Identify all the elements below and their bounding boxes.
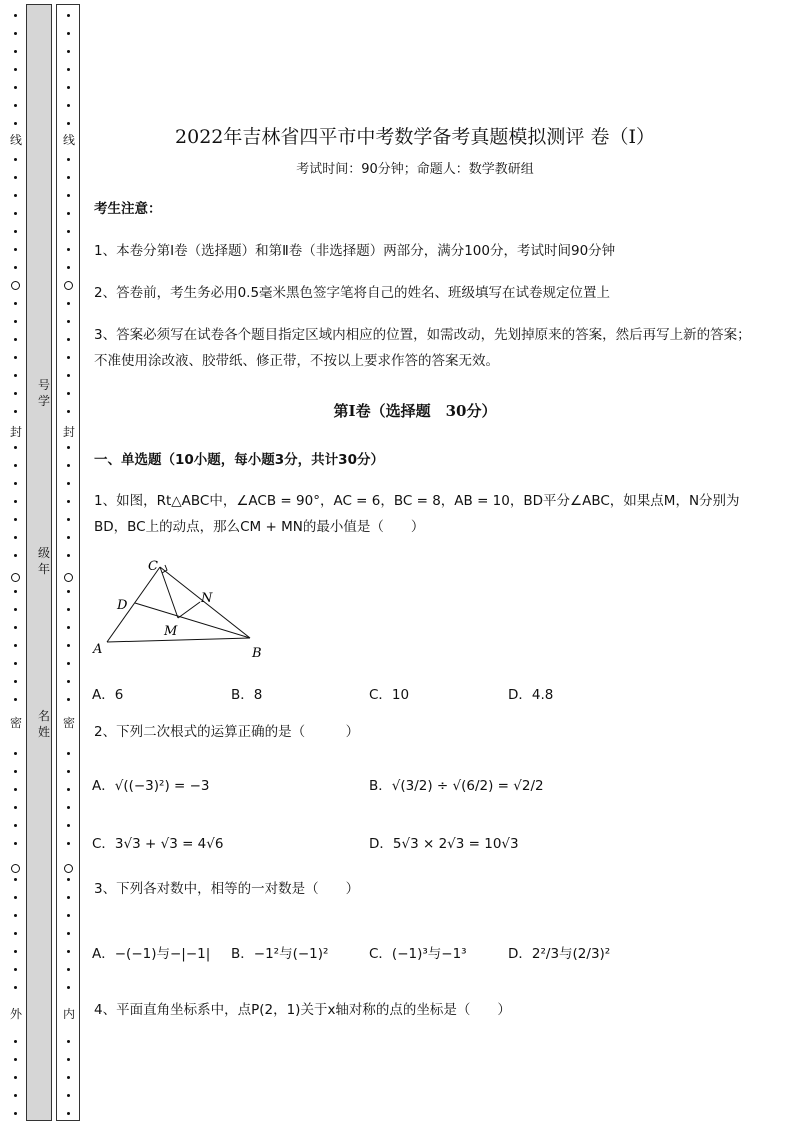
margin-dot	[67, 536, 70, 539]
margin-dot	[14, 104, 17, 107]
margin-dot	[14, 356, 17, 359]
margin-dot	[14, 464, 17, 467]
margin-dot	[67, 392, 70, 395]
margin-dot	[67, 518, 70, 521]
margin-dot	[14, 986, 17, 989]
margin-dot	[67, 1076, 70, 1079]
margin-dot	[14, 770, 17, 773]
option-c[interactable]: C．(−1)³与−1³	[369, 946, 467, 962]
margin-dot	[14, 446, 17, 449]
margin-dot	[14, 626, 17, 629]
margin-dot	[67, 356, 70, 359]
margin-dot	[67, 824, 70, 827]
margin-dot	[67, 302, 70, 305]
margin-dot	[14, 392, 17, 395]
margin-dot	[67, 680, 70, 683]
margin-dot	[14, 266, 17, 269]
margin-dot	[14, 302, 17, 305]
margin-dot	[14, 932, 17, 935]
margin-dot	[14, 608, 17, 611]
margin-dot	[67, 374, 70, 377]
margin-dot	[67, 752, 70, 755]
margin-dot	[14, 518, 17, 521]
margin-dot	[67, 644, 70, 647]
margin-dot	[14, 212, 17, 215]
margin-dot	[14, 1076, 17, 1079]
option-b[interactable]: B．8	[231, 687, 263, 703]
option-b[interactable]: B．−1²与(−1)²	[231, 946, 329, 962]
margin-mark-outer: 外	[9, 1007, 22, 1021]
margin-dot	[67, 698, 70, 701]
margin-dot	[14, 86, 17, 89]
margin-dot	[14, 698, 17, 701]
margin-mark-seal-inner: 封	[62, 425, 75, 439]
margin-dot	[14, 32, 17, 35]
label-a: A	[93, 642, 103, 657]
margin-dot	[67, 68, 70, 71]
option-a[interactable]: A．−(−1)与−|−1|	[92, 946, 211, 962]
triangle-figure	[90, 556, 275, 661]
margin-dot	[14, 500, 17, 503]
option-d[interactable]: D．2²/3与(2/3)²	[508, 946, 611, 962]
name-field: 名姓	[37, 709, 50, 739]
margin-mark-inner: 内	[62, 1007, 75, 1021]
margin-dot	[14, 950, 17, 953]
label-n: N	[201, 591, 213, 606]
margin-ring	[11, 281, 20, 290]
margin-dot	[67, 662, 70, 665]
notice-item: 3、答案必须写在试卷各个题目指定区域内相应的位置，如需改动，先划掉原来的答案，然后再写上新的答案；不准使用涂改液、胶带纸、修正带，不按以上要求作答的答案无效。	[94, 327, 751, 369]
margin-dot	[67, 986, 70, 989]
margin-dot	[14, 968, 17, 971]
margin-dot	[14, 842, 17, 845]
margin-dot	[14, 410, 17, 413]
part-heading: 第Ⅰ卷（选择题 30分）	[333, 402, 497, 420]
margin-dot	[67, 338, 70, 341]
margin-dot	[14, 122, 17, 125]
margin-dot	[14, 230, 17, 233]
page-title: 2022年吉林省四平市中考数学备考真题模拟测评 卷（Ⅰ）	[175, 126, 655, 148]
margin-dot	[14, 50, 17, 53]
label-d: D	[117, 598, 128, 613]
margin-dot	[67, 482, 70, 485]
margin-dot	[67, 158, 70, 161]
question-2-stem: 2、下列二次根式的运算正确的是（ ）	[94, 724, 360, 740]
margin-ring	[11, 573, 20, 582]
margin-ring	[64, 281, 73, 290]
margin-dot	[67, 806, 70, 809]
question-3-stem: 3、下列各对数中，相等的一对数是（ ）	[94, 881, 360, 897]
margin-dot	[67, 500, 70, 503]
question-4-stem: 4、平面直角坐标系中，点P(2，1)关于x轴对称的点的坐标是（ ）	[94, 1002, 511, 1018]
margin-mark-line-inner: 线	[62, 133, 75, 147]
margin-dot	[67, 842, 70, 845]
margin-dot	[14, 320, 17, 323]
margin-dot	[67, 1112, 70, 1115]
margin-dot	[67, 608, 70, 611]
notice-item: 2、答卷前，考生务必用0.5毫米黑色签字笔将自己的姓名、班级填写在试卷规定位置上	[94, 285, 611, 301]
margin-dot	[67, 410, 70, 413]
binding-cut-line	[56, 4, 80, 1121]
margin-dot	[14, 590, 17, 593]
margin-dot	[67, 86, 70, 89]
margin-dot	[67, 50, 70, 53]
margin-dot	[67, 554, 70, 557]
grade-field: 级年	[37, 546, 50, 576]
margin-dot	[14, 1058, 17, 1061]
margin-dot	[67, 626, 70, 629]
margin-dot	[67, 266, 70, 269]
margin-dot	[67, 1040, 70, 1043]
margin-dot	[67, 878, 70, 881]
margin-dot	[14, 824, 17, 827]
margin-dot	[14, 914, 17, 917]
margin-dot	[67, 464, 70, 467]
question-1-stem: 1、如图，Rt△ABC中，∠ACB = 90°，AC = 6，BC = 8，AB = 10，BD平分∠ABC，如果点M，N分别为BD，BC上的动点，那么CM + MN的最小值是（ ）	[94, 493, 740, 535]
margin-dot	[14, 878, 17, 881]
margin-dot	[67, 1094, 70, 1097]
margin-dot	[14, 806, 17, 809]
margin-dot	[14, 662, 17, 665]
margin-dot	[14, 788, 17, 791]
margin-mark-secret: 密	[9, 716, 22, 730]
margin-dot	[67, 914, 70, 917]
margin-dot	[14, 158, 17, 161]
margin-dot	[67, 230, 70, 233]
margin-dot	[14, 1112, 17, 1115]
student-number-field: 号学	[37, 378, 50, 408]
option-a[interactable]: A．6	[92, 687, 124, 703]
margin-dot	[14, 194, 17, 197]
margin-dot	[67, 1058, 70, 1061]
margin-dot	[67, 248, 70, 251]
option-d[interactable]: D．5√3 × 2√3 = 10√3	[369, 836, 519, 852]
margin-mark-secret-inner: 密	[62, 716, 75, 730]
margin-dot	[14, 1040, 17, 1043]
margin-dot	[67, 14, 70, 17]
margin-mark-seal: 封	[9, 425, 22, 439]
label-b: B	[252, 646, 262, 661]
margin-dot	[14, 536, 17, 539]
margin-dot	[67, 122, 70, 125]
margin-dot	[14, 1094, 17, 1097]
margin-dot	[67, 590, 70, 593]
margin-dot	[67, 968, 70, 971]
margin-dot	[14, 374, 17, 377]
notice-item: 1、本卷分第Ⅰ卷（选择题）和第Ⅱ卷（非选择题）两部分，满分100分，考试时间90分钟	[94, 243, 616, 259]
margin-ring	[64, 573, 73, 582]
margin-dot	[14, 338, 17, 341]
margin-dot	[67, 32, 70, 35]
margin-dot	[67, 104, 70, 107]
exam-info: 考试时间：90分钟；命题人：数学教研组	[296, 162, 534, 177]
margin-dot	[67, 176, 70, 179]
margin-ring	[11, 864, 20, 873]
margin-dot	[67, 788, 70, 791]
section-heading: 一、单选题（10小题，每小题3分，共计30分）	[94, 452, 384, 468]
label-c: C	[148, 559, 158, 574]
margin-dot	[14, 896, 17, 899]
margin-dot	[14, 14, 17, 17]
margin-dot	[67, 446, 70, 449]
option-c[interactable]: C．3√3 + √3 = 4√6	[92, 836, 224, 852]
margin-dot	[14, 482, 17, 485]
margin-dot	[67, 932, 70, 935]
margin-dot	[14, 680, 17, 683]
margin-dot	[67, 194, 70, 197]
option-b[interactable]: B．√(3/2) ÷ √(6/2) = √2/2	[369, 778, 544, 794]
margin-dot	[67, 320, 70, 323]
margin-dot	[14, 752, 17, 755]
label-m: M	[164, 624, 178, 639]
option-d[interactable]: D．4.8	[508, 687, 554, 703]
option-a[interactable]: A．√((−3)²) = −3	[92, 778, 210, 794]
margin-ring	[64, 864, 73, 873]
margin-mark-line: 线	[9, 133, 22, 147]
margin-dot	[67, 896, 70, 899]
margin-dot	[14, 554, 17, 557]
margin-dot	[14, 176, 17, 179]
margin-dot	[14, 68, 17, 71]
option-c[interactable]: C．10	[369, 687, 410, 703]
margin-dot	[14, 248, 17, 251]
margin-dot	[67, 770, 70, 773]
notice-heading: 考生注意：	[94, 201, 162, 217]
margin-dot	[67, 950, 70, 953]
margin-dot	[14, 644, 17, 647]
margin-dot	[67, 212, 70, 215]
